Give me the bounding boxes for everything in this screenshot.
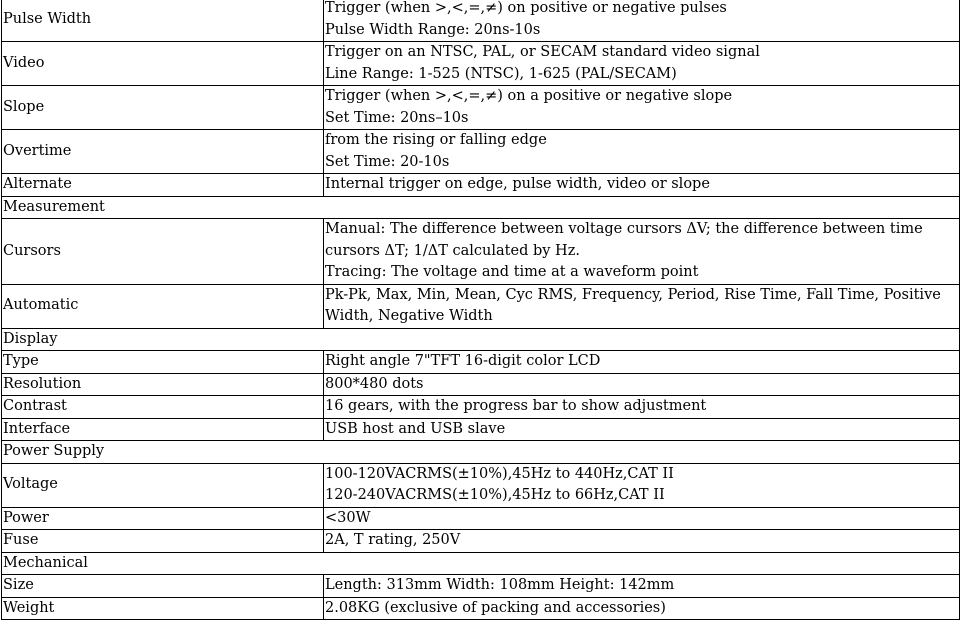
spec-value-line: Length: 313mm Width: 108mm Height: 142mm (325, 577, 675, 593)
spec-label: Fuse (2, 530, 324, 553)
section-header-row (2, 196, 960, 219)
spec-label: Alternate (2, 174, 324, 197)
section-header-row (2, 552, 960, 575)
spec-value-line: Manual: The difference between voltage cursors ΔV; the difference between time cursors ΔT; 1/ΔT calculated by Hz. (325, 221, 923, 259)
spec-value (324, 174, 960, 197)
spec-row (2, 42, 960, 86)
spec-label: Automatic (2, 284, 324, 328)
spec-label: Size (2, 575, 324, 598)
spec-value (324, 597, 960, 620)
spec-value (324, 463, 960, 507)
section-title: Power Supply (2, 441, 960, 464)
spec-label: Voltage (2, 463, 324, 507)
spec-value-line: Tracing: The voltage and time at a waveform point (325, 264, 699, 280)
spec-label: Cursors (2, 219, 324, 285)
spec-label: Slope (2, 86, 324, 130)
spec-value-line: Internal trigger on edge, pulse width, video or slope (325, 176, 710, 192)
spec-label: Overtime (2, 130, 324, 174)
spec-value-line: from the rising or falling edge (325, 132, 547, 148)
spec-value-line: 120-240VACRMS(±10%),45Hz to 66Hz,CAT II (325, 487, 665, 503)
section-header-row (2, 328, 960, 351)
spec-value-line: Right angle 7"TFT 16-digit color LCD (325, 353, 601, 369)
spec-row (2, 530, 960, 553)
spec-value (324, 575, 960, 598)
spec-table-body (2, 0, 960, 620)
spec-value (324, 351, 960, 374)
section-title: Measurement (2, 196, 960, 219)
spec-value (324, 396, 960, 419)
spec-row (2, 86, 960, 130)
spec-row (2, 507, 960, 530)
spec-row (2, 284, 960, 328)
spec-table (1, 0, 960, 620)
spec-label: Contrast (2, 396, 324, 419)
spec-label: Weight (2, 597, 324, 620)
spec-row (2, 130, 960, 174)
spec-value-line: 2A, T rating, 250V (325, 532, 461, 548)
spec-value-line: 800*480 dots (325, 375, 424, 392)
spec-row (2, 597, 960, 620)
spec-value (324, 507, 960, 530)
spec-value-line: Pk-Pk, Max, Min, Mean, Cyc RMS, Frequency, Period, Rise Time, Fall Time, Positive Width, Negative Width (325, 286, 941, 324)
section-header-row (2, 441, 960, 464)
spec-row (2, 351, 960, 374)
spec-value-line: Set Time: 20ns–10s (325, 109, 469, 126)
spec-value-line: 2.08KG (exclusive of packing and accessories) (325, 599, 666, 616)
spec-value (324, 0, 960, 42)
spec-value-line: Set Time: 20-10s (325, 153, 450, 170)
spec-value-line: Trigger (when >,<,=,≠) on positive or negative pulses (325, 0, 727, 16)
spec-value (324, 130, 960, 174)
spec-value (324, 219, 960, 285)
spec-row (2, 219, 960, 285)
spec-value (324, 530, 960, 553)
spec-label: Resolution (2, 373, 324, 396)
spec-label: Power (2, 507, 324, 530)
spec-row (2, 418, 960, 441)
spec-value-line: USB host and USB slave (325, 420, 506, 437)
spec-value (324, 373, 960, 396)
spec-label: Pulse Width (2, 0, 324, 42)
spec-row (2, 396, 960, 419)
spec-value-line: Pulse Width Range: 20ns-10s (325, 21, 541, 38)
spec-value-line: Trigger (when >,<,=,≠) on a positive or negative slope (325, 88, 733, 104)
spec-row (2, 575, 960, 598)
section-title: Display (2, 328, 960, 351)
section-title: Mechanical (2, 552, 960, 575)
spec-value-line: Line Range: 1-525 (NTSC), 1-625 (PAL/SECAM) (325, 65, 677, 82)
spec-value-line: 16 gears, with the progress bar to show adjustment (325, 398, 707, 414)
spec-value (324, 284, 960, 328)
spec-row (2, 0, 960, 42)
spec-row (2, 174, 960, 197)
spec-value (324, 86, 960, 130)
spec-value (324, 418, 960, 441)
spec-row (2, 463, 960, 507)
spec-value (324, 42, 960, 86)
spec-row (2, 373, 960, 396)
spec-value-line: <30W (325, 509, 371, 526)
spec-value-line: Trigger on an NTSC, PAL, or SECAM standard video signal (325, 44, 760, 60)
spec-value-line: 100-120VACRMS(±10%),45Hz to 440Hz,CAT II (325, 465, 674, 482)
spec-label: Interface (2, 418, 324, 441)
spec-label: Video (2, 42, 324, 86)
spec-label: Type (2, 351, 324, 374)
